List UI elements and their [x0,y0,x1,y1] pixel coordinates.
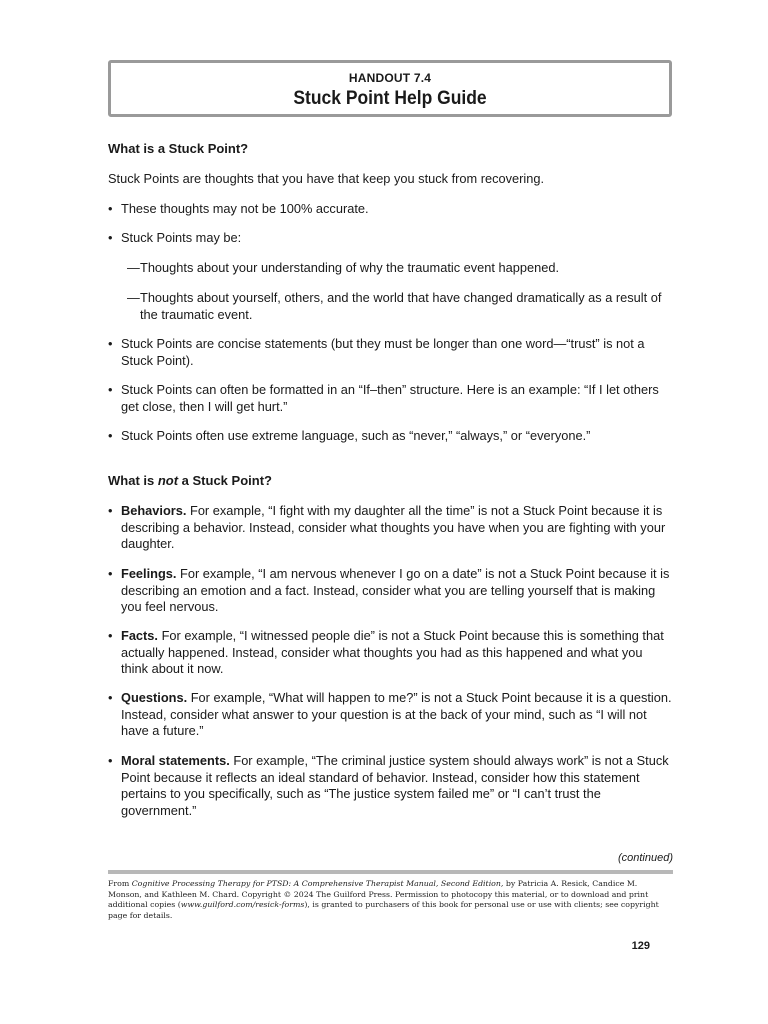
list-item: • These thoughts may not be 100% accurate. [108,201,369,216]
list-item: • Stuck Points may be: [108,230,242,245]
permissions-url: www.guilford.com/resick-forms [180,900,305,910]
copyright-notice: From Cognitive Processing Therapy for PTSD: A Comprehensive Therapist Manual, Second Edition, by Patricia A. Resick, Candice M. Monson, and Kathleen M. Chard. Copyright © 2024 The Guilford Press. Permission to photocopy this material, or to download and print additional copies (www.guilford.com/resick-forms), is granted to purchasers of this book for personal use or use with clients; see copyright page for details. [108,879,659,920]
page-number: 129 [631,940,650,952]
handout-label: HANDOUT 7.4 [348,71,432,85]
bullet-icon: • [108,566,113,581]
sub-list-item: — Thoughts about yourself, others, and the world that have changed dramatically as a result of the traumatic event. [127,290,662,322]
bullet-icon: • [108,503,113,518]
bullet-icon: • [108,428,113,443]
list-item: • Feelings. For example, “I am nervous whenever I go on a date” is not a Stuck Point because it is describing an emotion and a fact. Instead, consider what you are telling yourself that is making you feel nervous. [108,566,670,614]
list-item: • Moral statements. For example, “The criminal justice system should always work” is not a Stuck Point because it reflects an ideal standard of behavior. Instead, consider how this statement pertains to you specifically, such as “The justice system failed me” or “I can’t trust the government.” [108,753,669,818]
continued-label: (continued) [617,852,673,864]
bullet-icon: • [108,201,113,216]
bullet-icon: • [108,690,113,705]
list-item: • Stuck Points are concise statements (but they must be longer than one word—“trust” is not a Stuck Point). [108,336,645,368]
bullet-icon: • [108,230,113,245]
sub-list-item: — Thoughts about your understanding of why the traumatic event happened. [127,260,560,275]
list-item: • Behaviors. For example, “I fight with my daughter all the time” is not a Stuck Point because it is describing a behavior. Instead, consider what thoughts you have when you are fighting with your daughter. [108,503,666,551]
list-item: • Stuck Points can often be formatted in an “If–then” structure. Here is an example: “If I let others get close, then I will get hurt.” [108,382,659,414]
bullet-icon: • [108,753,113,768]
bullet-icon: • [108,382,113,397]
section-heading-what-is-not: What is not a Stuck Point? [108,473,272,488]
dash-icon: — [127,260,140,275]
list-item: • Stuck Points often use extreme language, such as “never,” “always,” or “everyone.” [108,428,591,443]
intro-paragraph: Stuck Points are thoughts that you have that keep you stuck from recovering. [108,171,545,186]
handout-page [108,60,673,818]
list-item: • Questions. For example, “What will happen to me?” is not a Stuck Point because it is a question. Instead, consider what answer to your question is at the back of your mind, such as “I will not have a future.” [108,690,672,738]
footer-divider [108,870,673,874]
bullet-icon: • [108,336,113,351]
handout-title: Stuck Point Help Guide [293,88,487,109]
handout-header-box [108,60,672,117]
list-item: • Facts. For example, “I witnessed people die” is not a Stuck Point because this is something that actually happened. Instead, consider what thoughts you had as this happened and what you think about it now. [108,628,664,676]
bullet-icon: • [108,628,113,643]
dash-icon: — [127,290,140,305]
section-heading-what-is: What is a Stuck Point? [108,141,249,156]
